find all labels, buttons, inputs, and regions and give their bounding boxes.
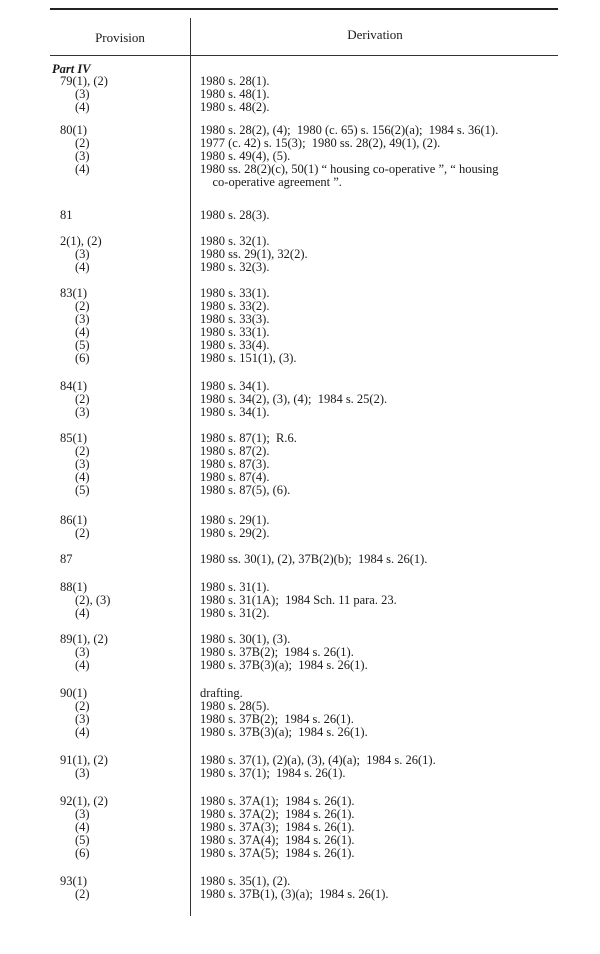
derivation-cell: 1980 s. 37B(2); 1984 s. 26(1). <box>200 645 354 659</box>
provision-cell: (5) <box>75 338 90 352</box>
provision-cell: (5) <box>75 483 90 497</box>
derivation-cell: 1980 ss. 29(1), 32(2). <box>200 247 308 261</box>
derivation-cell: 1980 s. 37B(1), (3)(a); 1984 s. 26(1). <box>200 887 389 901</box>
provision-cell: 92(1), (2) <box>60 794 108 808</box>
provision-cell: 80(1) <box>60 123 88 137</box>
provision-cell: (3) <box>75 766 90 780</box>
derivation-cell: 1980 s. 34(1). <box>200 379 270 393</box>
provision-cell: (3) <box>75 312 90 326</box>
provision-cell: (3) <box>75 149 90 163</box>
provision-cell: (4) <box>75 658 90 672</box>
derivation-cell: co-operative agreement ”. <box>200 175 342 189</box>
derivation-cell: 1980 s. 34(1). <box>200 405 270 419</box>
derivation-cell: 1980 s. 30(1), (3). <box>200 632 291 646</box>
provision-cell: (4) <box>75 470 90 484</box>
derivation-cell: 1980 s. 37B(3)(a); 1984 s. 26(1). <box>200 725 368 739</box>
derivation-cell: 1980 s. 31(2). <box>200 606 270 620</box>
provision-cell: 87 <box>60 552 73 566</box>
provision-cell: 88(1) <box>60 580 88 594</box>
derivation-cell: 1980 s. 29(2). <box>200 526 270 540</box>
provision-cell: (3) <box>75 645 90 659</box>
provision-cell: (2) <box>75 444 90 458</box>
derivation-cell: 1980 s. 28(2), (4); 1980 (c. 65) s. 156(2)(a); 1984 s. 36(1). <box>200 123 499 137</box>
provision-cell: (2) <box>75 392 90 406</box>
derivation-cell: 1980 ss. 30(1), (2), 37B(2)(b); 1984 s. 26(1). <box>200 552 428 566</box>
derivation-cell: 1980 s. 87(5), (6). <box>200 483 291 497</box>
column-divider <box>190 18 191 916</box>
provision-cell: (4) <box>75 162 90 176</box>
provision-cell: (6) <box>75 846 90 860</box>
provision-cell: (4) <box>75 606 90 620</box>
provision-cell: (4) <box>75 260 90 274</box>
derivation-cell: 1980 s. 37(1), (2)(a), (3), (4)(a); 1984 s. 26(1). <box>200 753 436 767</box>
provision-cell: 2(1), (2) <box>60 234 102 248</box>
header-rule <box>50 55 558 56</box>
derivation-cell: 1980 s. 87(4). <box>200 470 270 484</box>
derivation-cell: 1980 s. 48(1). <box>200 87 270 101</box>
provision-cell: (4) <box>75 725 90 739</box>
derivation-cell: drafting. <box>200 686 243 700</box>
provision-cell: 83(1) <box>60 286 88 300</box>
derivation-cell: 1980 s. 33(3). <box>200 312 270 326</box>
derivation-cell: 1980 s. 28(3). <box>200 208 270 222</box>
provision-cell: (2) <box>75 136 90 150</box>
derivation-cell: 1980 s. 48(2). <box>200 100 270 114</box>
provision-cell: (3) <box>75 712 90 726</box>
provision-cell: (3) <box>75 247 90 261</box>
provision-cell: 85(1) <box>60 431 88 445</box>
derivation-cell: 1980 s. 37A(1); 1984 s. 26(1). <box>200 794 355 808</box>
provision-cell: 91(1), (2) <box>60 753 108 767</box>
provision-cell: (2) <box>75 526 90 540</box>
provision-cell: 84(1) <box>60 379 88 393</box>
derivation-cell: 1980 s. 33(4). <box>200 338 270 352</box>
provision-cell: (2) <box>75 299 90 313</box>
derivation-cell: 1980 s. 87(1); R.6. <box>200 431 297 445</box>
part-heading: Part IV <box>52 62 91 76</box>
provision-header: Provision <box>95 30 145 45</box>
derivation-cell: 1980 s. 37A(4); 1984 s. 26(1). <box>200 833 355 847</box>
derivation-cell: 1980 s. 37A(3); 1984 s. 26(1). <box>200 820 355 834</box>
derivation-cell: 1980 s. 32(3). <box>200 260 270 274</box>
derivation-cell: 1980 s. 35(1), (2). <box>200 874 291 888</box>
derivation-cell: 1977 (c. 42) s. 15(3); 1980 ss. 28(2), 49(1), (2). <box>200 136 441 150</box>
top-rule <box>50 8 558 10</box>
derivation-cell: 1980 s. 33(1). <box>200 325 270 339</box>
provision-cell: (2) <box>75 887 90 901</box>
provision-cell: 79(1), (2) <box>60 74 108 88</box>
derivation-cell: 1980 s. 34(2), (3), (4); 1984 s. 25(2). <box>200 392 388 406</box>
derivation-cell: 1980 s. 37A(2); 1984 s. 26(1). <box>200 807 355 821</box>
provision-cell: 81 <box>60 208 73 222</box>
provision-cell: (4) <box>75 820 90 834</box>
provision-cell: 86(1) <box>60 513 88 527</box>
provision-cell: (6) <box>75 351 90 365</box>
provision-cell: (3) <box>75 405 90 419</box>
derivation-cell: 1980 s. 28(5). <box>200 699 270 713</box>
provision-cell: (2), (3) <box>75 593 111 607</box>
provision-cell: (4) <box>75 100 90 114</box>
derivation-cell: 1980 s. 49(4), (5). <box>200 149 291 163</box>
derivation-header: Derivation <box>347 27 403 42</box>
derivation-cell: 1980 s. 32(1). <box>200 234 270 248</box>
provision-cell: 89(1), (2) <box>60 632 108 646</box>
derivation-cell: 1980 s. 31(1A); 1984 Sch. 11 para. 23. <box>200 593 397 607</box>
provision-cell: (3) <box>75 807 90 821</box>
derivation-cell: 1980 s. 151(1), (3). <box>200 351 297 365</box>
derivation-cell: 1980 s. 87(3). <box>200 457 270 471</box>
derivation-cell: 1980 s. 37A(5); 1984 s. 26(1). <box>200 846 355 860</box>
derivation-cell: 1980 s. 37(1); 1984 s. 26(1). <box>200 766 346 780</box>
provision-cell: (2) <box>75 699 90 713</box>
derivation-cell: 1980 s. 31(1). <box>200 580 270 594</box>
provision-cell: (3) <box>75 457 90 471</box>
derivation-cell: 1980 s. 33(1). <box>200 286 270 300</box>
provision-cell: (3) <box>75 87 90 101</box>
derivation-cell: 1980 s. 33(2). <box>200 299 270 313</box>
derivation-cell: 1980 s. 28(1). <box>200 74 270 88</box>
derivation-cell: 1980 s. 87(2). <box>200 444 270 458</box>
provision-cell: (5) <box>75 833 90 847</box>
provision-cell: 90(1) <box>60 686 88 700</box>
provision-cell: (4) <box>75 325 90 339</box>
derivation-cell: 1980 ss. 28(2)(c), 50(1) “ housing co-operative ”, “ housing <box>200 162 499 176</box>
derivation-cell: 1980 s. 37B(3)(a); 1984 s. 26(1). <box>200 658 368 672</box>
derivation-cell: 1980 s. 29(1). <box>200 513 270 527</box>
derivation-cell: 1980 s. 37B(2); 1984 s. 26(1). <box>200 712 354 726</box>
provision-cell: 93(1) <box>60 874 88 888</box>
